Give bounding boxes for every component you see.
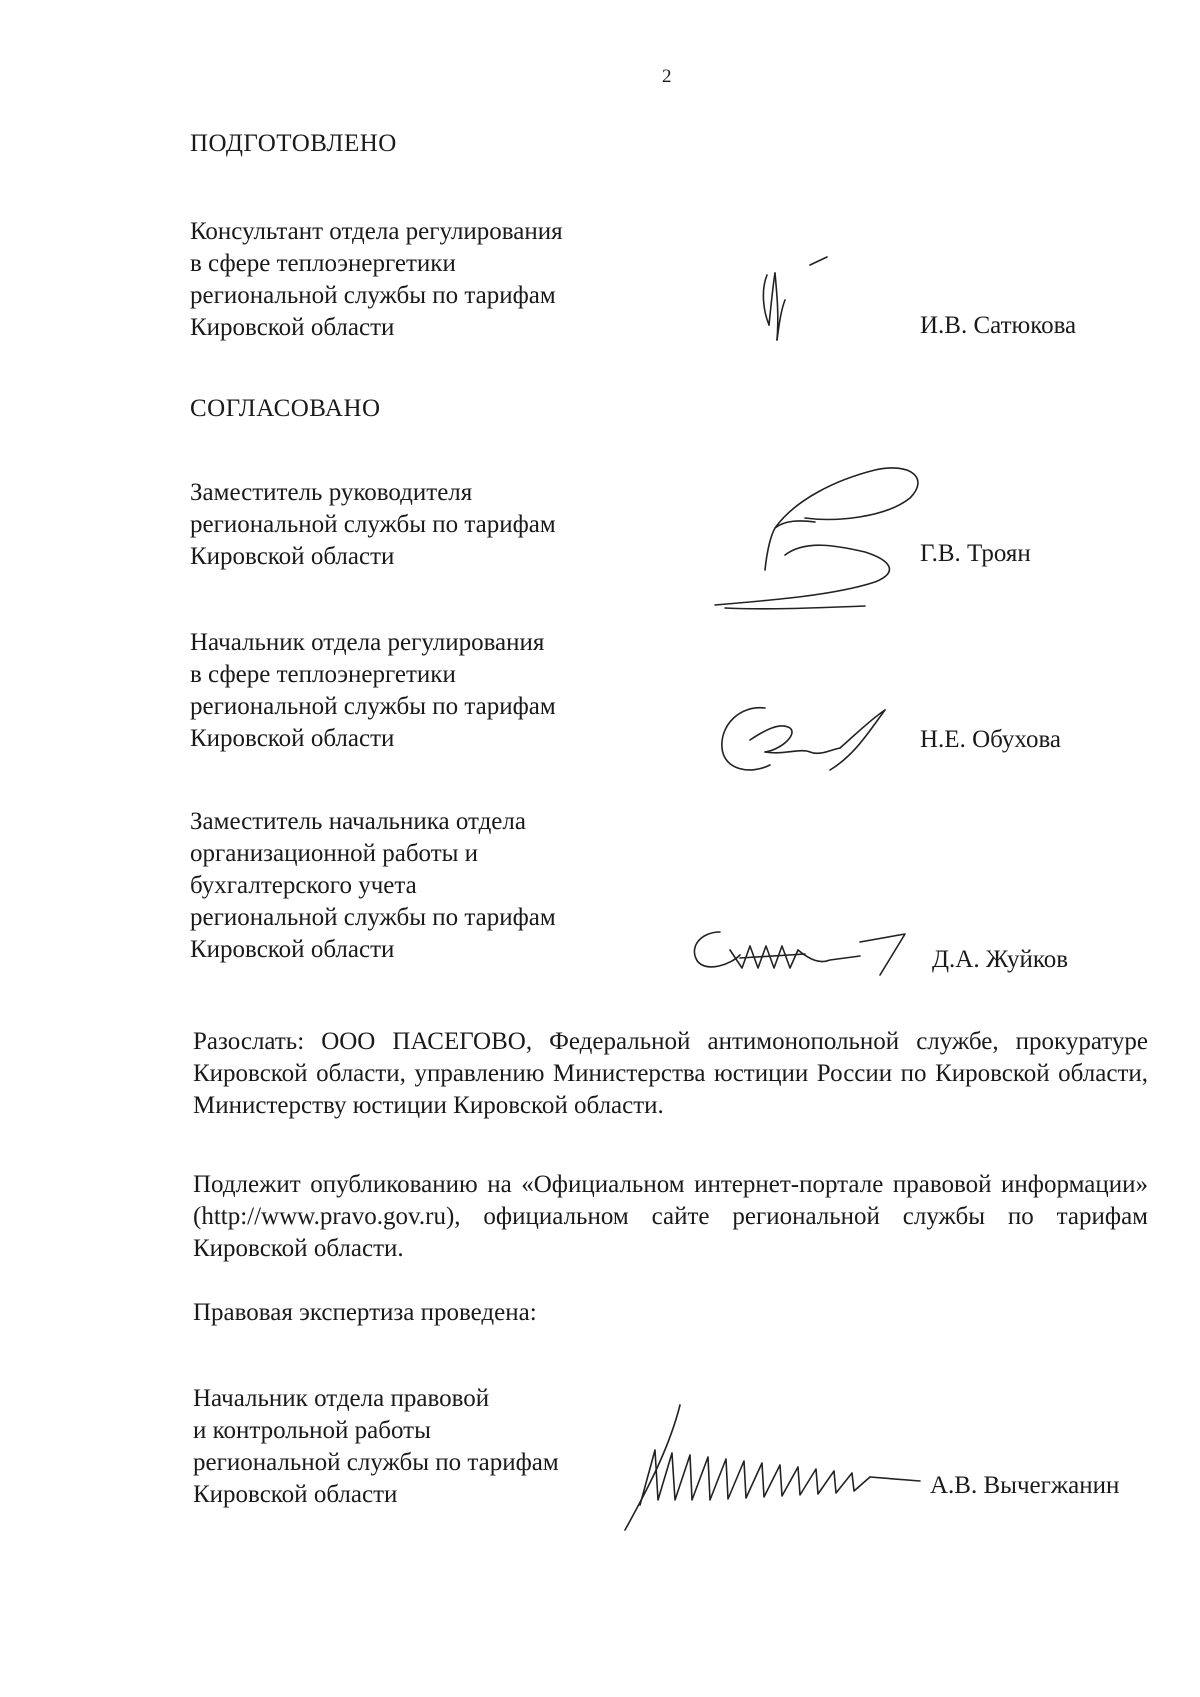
agreed-heading: СОГЛАСОВАНО — [190, 395, 381, 422]
legal-review-name: А.В. Вычегжанин — [930, 1472, 1120, 1499]
role-line: Начальник отдела регулирования — [190, 629, 545, 656]
signature-obukhova — [710, 700, 890, 780]
role-line: региональной службы по тарифам — [190, 282, 556, 309]
role-line: региональной службы по тарифам — [190, 693, 556, 720]
role-line: и контрольной работы — [193, 1417, 431, 1444]
signatory-role — [190, 627, 556, 755]
signatory-name: Г.В. Троян — [920, 540, 1031, 567]
legal-review-heading: Правовая экспертиза проведена: — [193, 1299, 537, 1326]
prepared-role — [190, 216, 563, 344]
publication-paragraph: Подлежит опубликованию на «Официальном интернет-портале правовой информации» (http://www.pravo.gov.ru), официальном сайте региональной службы по тарифам Кировской области. — [193, 1171, 1148, 1262]
role-line: Кировской области — [190, 543, 395, 570]
role-line: Консультант отдела регулирования — [190, 218, 563, 245]
signature-zhuykov — [680, 920, 920, 990]
role-line: Заместитель начальника отдела — [190, 808, 526, 835]
role-line: Кировской области — [190, 314, 395, 341]
signature-vychegzhanin — [620, 1395, 930, 1535]
role-line: Заместитель руководителя — [190, 479, 473, 506]
role-line: в сфере теплоэнергетики — [190, 250, 456, 277]
signatory-role — [190, 806, 556, 966]
role-line: региональной службы по тарифам — [190, 511, 556, 538]
signatory-role — [190, 477, 556, 573]
signatory-name: Д.А. Жуйков — [932, 946, 1069, 973]
role-line: бухгалтерского учета — [190, 872, 417, 899]
prepared-name: И.В. Сатюкова — [920, 312, 1077, 339]
distribution-paragraph: Разослать: ООО ПАСЕГОВО, Федеральной антимонопольной службе, прокуратуре Кировской области, управлению Министерства юстиции России по Кировской области, Министерству юстиции Кировской области. — [193, 1028, 1148, 1119]
role-line: Начальник отдела правовой — [193, 1385, 490, 1412]
page-number: 2 — [662, 66, 672, 87]
role-line: Кировской области — [190, 725, 395, 752]
prepared-heading: ПОДГОТОВЛЕНО — [190, 130, 397, 157]
signature-satyukova — [755, 255, 845, 345]
role-line: Кировской области — [193, 1481, 398, 1508]
role-line: Кировской области — [190, 936, 395, 963]
role-line: организационной работы и — [190, 840, 479, 867]
role-line: в сфере теплоэнергетики — [190, 661, 456, 688]
role-line: региональной службы по тарифам — [193, 1449, 559, 1476]
legal-review-role — [193, 1383, 559, 1511]
signature-troyan — [705, 460, 935, 620]
signatory-name: Н.Е. Обухова — [920, 726, 1062, 753]
role-line: региональной службы по тарифам — [190, 904, 556, 931]
